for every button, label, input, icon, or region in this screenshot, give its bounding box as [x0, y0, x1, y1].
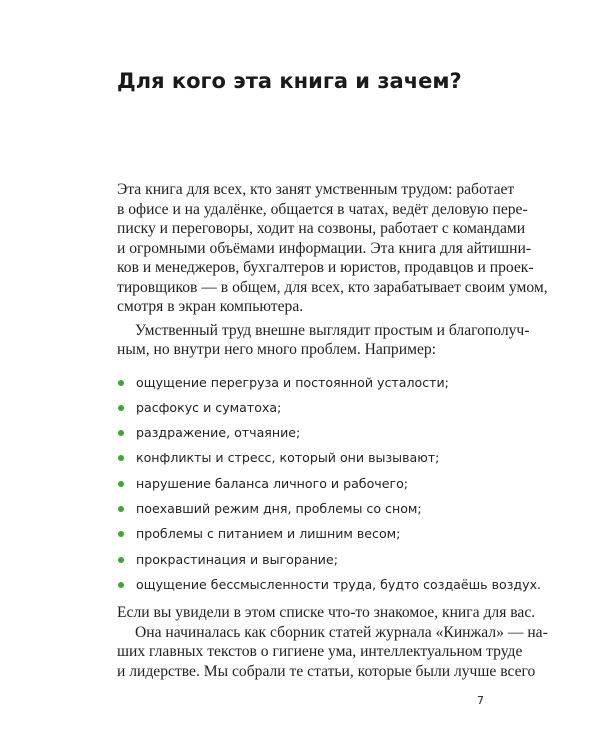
- bullet-dot-icon: [118, 481, 124, 487]
- origin-paragraph: [117, 623, 548, 682]
- text-line: писку и переговоры, ходит на созвоны, работает с командами: [117, 220, 526, 237]
- text-line: ков и менеджеров, бухгалтеров и юристов, продавцов и проек-: [117, 259, 534, 276]
- bullet-dot-icon: [118, 380, 124, 386]
- list-item: [117, 420, 483, 445]
- list-item: [117, 521, 483, 546]
- bullet-dot-icon: [118, 455, 124, 461]
- bullet-dot-icon: [118, 557, 124, 563]
- problems-intro-paragraph: [117, 321, 530, 360]
- list-item-text: ощущение перегруза и постоянной усталости;: [136, 374, 449, 390]
- problems-list: [117, 370, 542, 598]
- chapter-body: [117, 180, 548, 681]
- bullet-dot-icon: [118, 405, 124, 411]
- conclusion-paragraph: [117, 603, 536, 623]
- text-line: в офисе и на удалёнке, общается в чатах, ведёт деловую пере-: [117, 200, 528, 218]
- list-item: [117, 471, 483, 496]
- bullet-dot-icon: [118, 531, 124, 537]
- text-line: и лидерстве. Мы собрали те статьи, которые были лучше всего: [117, 662, 536, 680]
- bullet-dot-icon: [118, 582, 124, 588]
- list-item: [117, 395, 483, 420]
- list-item-text: раздражение, отчаяние;: [136, 425, 301, 441]
- list-item-text: расфокус и суматоха;: [136, 399, 282, 415]
- text-line: Умственный труд внешне выглядит простым и благополуч-: [135, 321, 530, 339]
- text-line: тировщиков — в общем, для всех, кто зарабатывает своим умом,: [117, 278, 548, 296]
- list-item: [117, 370, 483, 395]
- text-line: ным, но внутри него много проблем. Например:: [117, 341, 436, 358]
- list-item-text: нарушение баланса личного и рабочего;: [136, 475, 409, 491]
- text-line: ших главных текстов о гигиене ума, интеллектуальном труде: [117, 643, 523, 661]
- text-line: смотря в экран компьютера.: [117, 298, 304, 315]
- list-item: [117, 572, 542, 597]
- text-line: Если вы увидели в этом списке что-то знакомое, книга для вас.: [117, 604, 536, 622]
- text-line: и огромными объёмами информации. Эта книга для айтишни-: [117, 239, 532, 257]
- list-item-text: поехавший режим дня, проблемы со сном;: [136, 500, 422, 516]
- bullet-dot-icon: [118, 506, 124, 512]
- chapter-heading: Для кого эта книга и зачем?: [117, 69, 462, 93]
- list-item-text: ощущение бессмысленности труда, будто создаёшь воздух.: [136, 576, 542, 592]
- list-item: [117, 547, 483, 572]
- bullet-dot-icon: [118, 430, 124, 436]
- list-item-text: конфликты и стресс, который они вызывают;: [136, 450, 440, 466]
- list-item: [117, 445, 483, 470]
- text-line: Она начиналась как сборник статей журнала «Кинжал» — на-: [135, 623, 548, 641]
- intro-paragraph: [117, 180, 548, 317]
- text-line: Эта книга для всех, кто занят умственным трудом: работает: [117, 181, 515, 198]
- list-item: [117, 496, 483, 521]
- list-item-text: прокрастинация и выгорание;: [136, 551, 338, 567]
- list-item-text: проблемы с питанием и лишним весом;: [136, 526, 401, 542]
- page-number: 7: [477, 694, 484, 707]
